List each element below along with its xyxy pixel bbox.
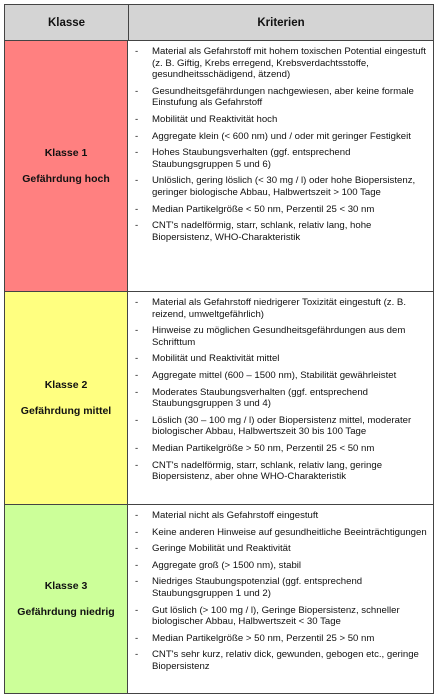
criterion-item: - Geringe Mobilität und Reaktivität — [133, 543, 427, 555]
criteria-cell — [129, 292, 433, 504]
criterion-item: - Material als Gefahrstoff niedrigerer Toxizität eingestuft (z. B. reizend, umweltgefährlich) — [133, 297, 427, 320]
class-cell — [5, 41, 128, 291]
criterion-item: - Unlöslich, gering löslich (< 30 mg / l) oder hohe Biopersistenz, geringer biologische Abbau, Halbwertszeit > 100 Tage — [133, 175, 427, 198]
criterion-item: - Material nicht als Gefahrstoff eingestuft — [133, 510, 427, 522]
criterion-item: - Keine anderen Hinweise auf gesundheitliche Beeinträchtigungen — [133, 527, 427, 539]
criteria-cell — [129, 41, 433, 291]
criterion-item: - Aggregate mittel (600 – 1500 nm), Stabilität gewährleistet — [133, 370, 427, 382]
criterion-item: - Hohes Staubungsverhalten (ggf. entsprechend Staubungsgruppen 5 und 6) — [133, 147, 427, 170]
class-cell — [5, 292, 128, 504]
criterion-item: - Median Partikelgröße > 50 nm, Perzentil 25 < 50 nm — [133, 443, 427, 455]
criterion-item: - Gesundheitsgefährdungen nachgewiesen, aber keine formale Einstufung als Gefahrstoff — [133, 86, 427, 109]
class-level: Gefährdung niedrig — [17, 606, 115, 618]
table-header — [5, 5, 433, 41]
table-row-klasse-2 — [5, 292, 433, 505]
criterion-item: - CNT's nadelförmig, starr, schlank, relativ lang, geringe Biopersistenz, aber ohne WHO-Charakteristik — [133, 460, 427, 483]
class-name: Klasse 2 — [44, 379, 88, 391]
criterion-item: - Aggregate klein (< 600 nm) und / oder mit geringer Festigkeit — [133, 131, 427, 143]
table-row-klasse-1 — [5, 41, 433, 292]
criterion-item: - CNT's sehr kurz, relativ dick, gewunden, gebogen etc., geringe Biopersistenz — [133, 649, 427, 672]
criterion-item: - Moderates Staubungsverhalten (ggf. entsprechend Staubungsgruppen 3 und 4) — [133, 387, 427, 410]
criteria-list — [133, 510, 427, 673]
criterion-item: - Gut löslich (> 100 mg / l), Geringe Biopersistenz, schneller biologischer Abbau, Halbwertszeit < 30 Tage — [133, 605, 427, 628]
criteria-cell — [129, 505, 433, 693]
criterion-item: - Median Partikelgröße < 50 nm, Perzentil 25 < 30 nm — [133, 204, 427, 216]
criteria-list — [133, 297, 427, 483]
criterion-item: - Median Partikelgröße > 50 nm, Perzentil 25 > 50 nm — [133, 633, 427, 645]
criteria-list — [133, 46, 427, 243]
criterion-item: - Löslich (30 – 100 mg / l) oder Biopersistenz mittel, moderater biologischer Abbau, Halbwertszeit 30 bis 100 Tage — [133, 415, 427, 438]
criterion-item: - Mobilität und Reaktivität mittel — [133, 353, 427, 365]
table-row-klasse-3 — [5, 505, 433, 693]
header-klasse: Klasse — [5, 5, 129, 40]
class-level: Gefährdung mittel — [20, 405, 112, 417]
criterion-item: - Hinweise zu möglichen Gesundheitsgefährdungen aus dem Schrifttum — [133, 325, 427, 348]
class-name: Klasse 1 — [44, 147, 88, 159]
hazard-class-table — [4, 4, 434, 694]
criterion-item: - Niedriges Staubungspotenzial (ggf. entsprechend Staubungsgruppen 1 und 2) — [133, 576, 427, 599]
class-name: Klasse 3 — [44, 580, 88, 592]
class-level: Gefährdung hoch — [22, 173, 110, 185]
criterion-item: - Material als Gefahrstoff mit hohem toxischen Potential eingestuft (z. B. Giftig, Krebs erregend, Krebsverdachtsstoffe, gesundheitsschädigend, ätzend) — [133, 46, 427, 81]
criterion-item: - Aggregate groß (> 1500 nm), stabil — [133, 560, 427, 572]
header-kriterien: Kriterien — [257, 16, 305, 29]
criterion-item: - CNT's nadelförmig, starr, schlank, relativ lang, hohe Biopersistenz, WHO-Charakteristik — [133, 220, 427, 243]
criterion-item: - Mobilität und Reaktivität hoch — [133, 114, 427, 126]
class-cell — [5, 505, 128, 693]
